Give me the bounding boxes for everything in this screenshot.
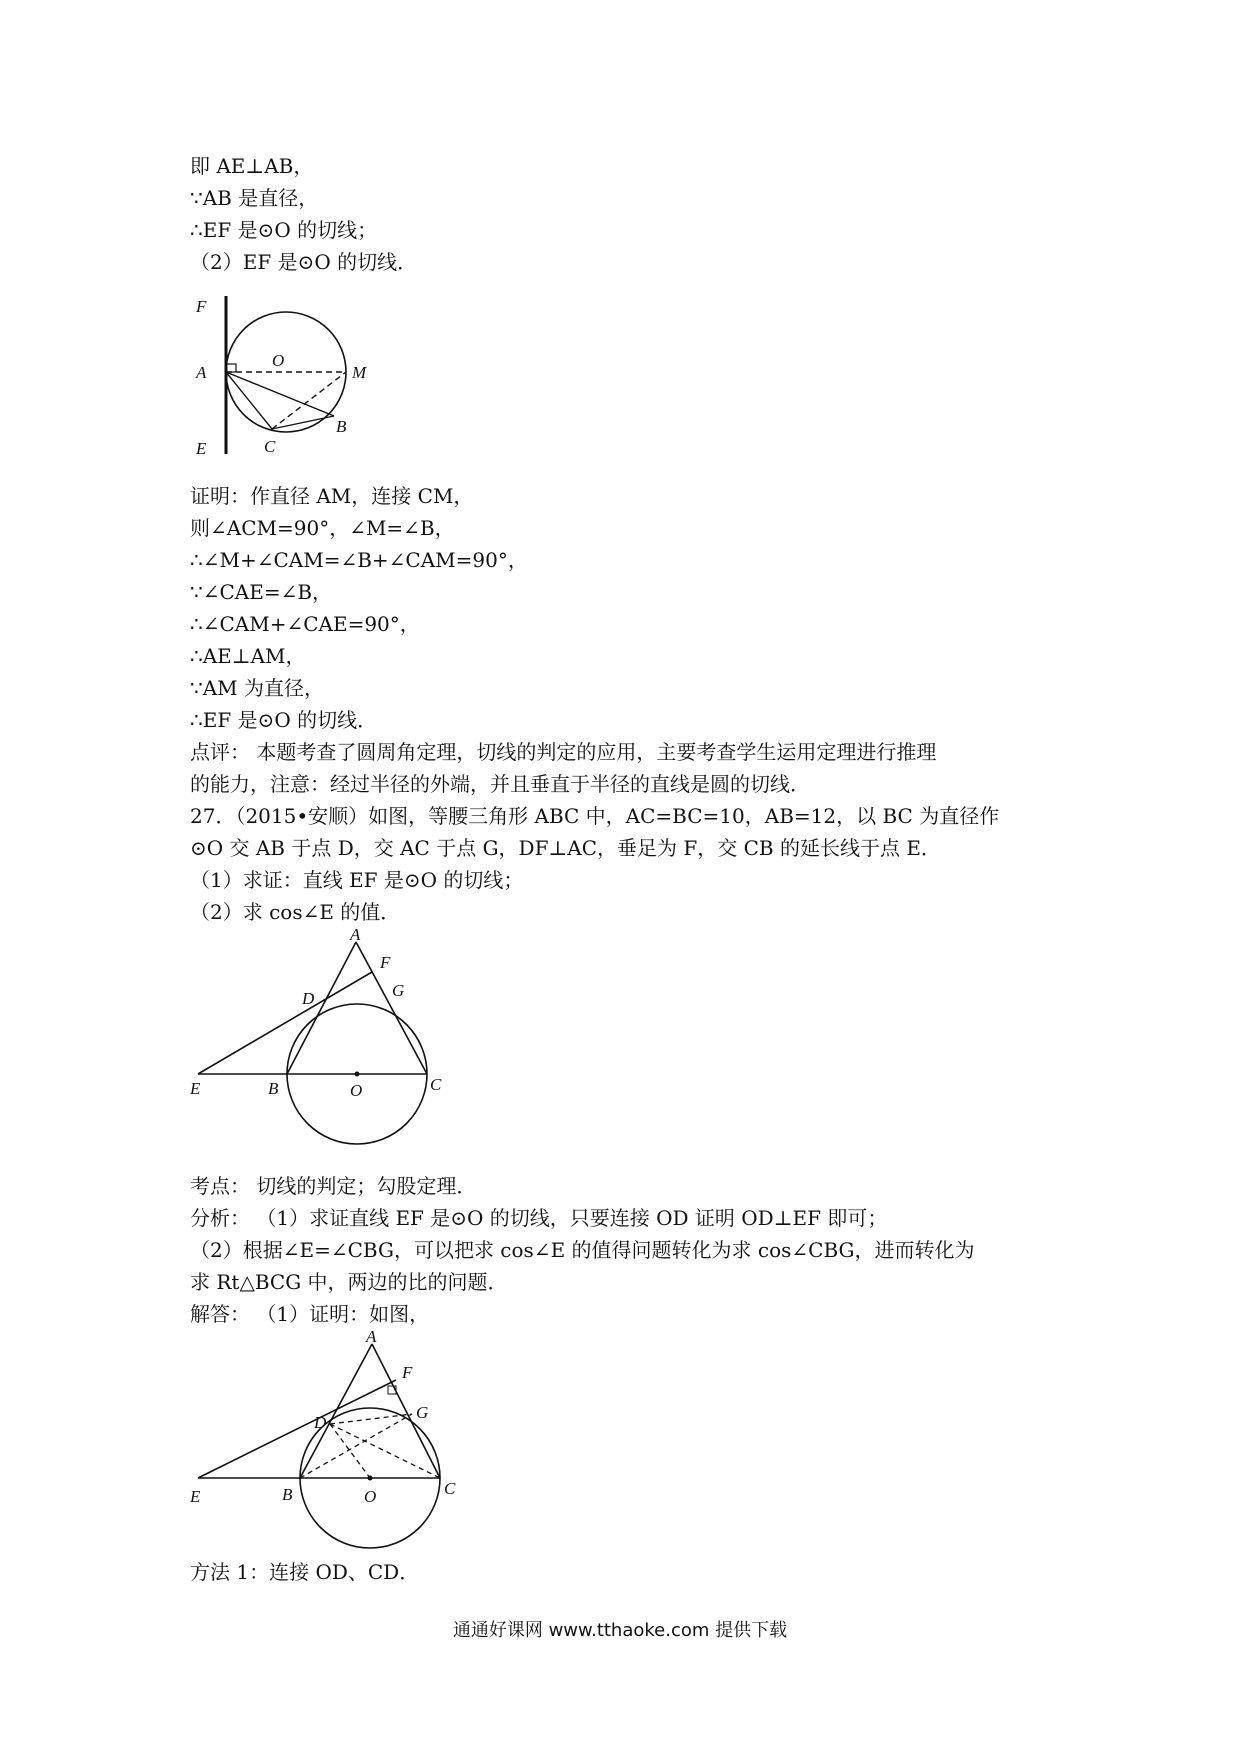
- figure-label: F: [402, 1363, 413, 1382]
- figure-label: M: [352, 363, 367, 382]
- figure-label: C: [430, 1075, 442, 1094]
- text-line: ⊙O 交 AB 于点 D，交 AC 于点 G，DF⊥AC，垂足为 F，交 CB 的延长线于点 E．: [190, 836, 941, 860]
- figure-label: G: [392, 981, 405, 1000]
- text-line: 求 Rt△BCG 中，两边的比的问题．: [190, 1270, 508, 1294]
- figure-tangent-circle: [190, 292, 390, 467]
- text-line: 则∠ACM=90°，∠M=∠B，: [190, 516, 455, 540]
- text-line: 的能力，注意：经过半径的外端，并且垂直于半径的直线是圆的切线．: [190, 772, 810, 796]
- text-line: ∴∠M+∠CAM=∠B+∠CAM=90°，: [190, 548, 528, 572]
- figure-label: A: [366, 1330, 377, 1346]
- text-line: 证明：作直径 AM，连接 CM，: [190, 484, 474, 508]
- text-line: ∵AB 是直径，: [190, 186, 319, 210]
- figure-triangle-circle-dashed: [190, 1330, 480, 1550]
- text-line: 即 AE⊥AB，: [190, 154, 314, 178]
- figure-label: F: [380, 953, 391, 972]
- text-line: ∴EF 是⊙O 的切线．: [190, 708, 378, 732]
- text-line: 分析： （1）求证直线 EF 是⊙O 的切线，只要连接 OD 证明 OD⊥EF 即可；: [190, 1206, 888, 1230]
- figure-label: G: [416, 1403, 429, 1422]
- figure-label: C: [264, 437, 276, 456]
- text-line: 考点： 切线的判定；勾股定理．: [190, 1174, 477, 1198]
- text-line: （2）求 cos∠E 的值．: [190, 900, 401, 924]
- text-line: ∴∠CAM+∠CAE=90°，: [190, 612, 420, 636]
- figure-triangle-circle: [190, 928, 470, 1163]
- figure-label: O: [364, 1487, 377, 1506]
- page-footer: 通通好课网 www.tthaoke.com 提供下载: [452, 1620, 788, 1641]
- figure-label: E: [190, 1487, 201, 1506]
- figure-label: A: [350, 928, 361, 944]
- figure-label: D: [302, 989, 315, 1008]
- text-line: （2）EF 是⊙O 的切线．: [190, 250, 418, 274]
- text-line: （1）求证：直线 EF 是⊙O 的切线；: [190, 868, 524, 892]
- text-line: 27．（2015•安顺）如图，等腰三角形 ABC 中，AC=BC=10，AB=12，以 BC 为直径作: [190, 804, 1000, 828]
- text-line: 解答： （1）证明：如图，: [190, 1302, 430, 1326]
- text-line: （2）根据∠E=∠CBG，可以把求 cos∠E 的值得问题转化为求 cos∠CBG，进而转化为: [190, 1238, 975, 1262]
- figure-label: O: [350, 1081, 363, 1100]
- figure-label: B: [336, 417, 347, 436]
- text-line: ∴AE⊥AM，: [190, 644, 306, 668]
- figure-label: E: [190, 1079, 201, 1098]
- figure-label: E: [196, 439, 207, 458]
- figure-label: B: [282, 1485, 293, 1504]
- text-line: 点评： 本题考查了圆周角定理，切线的判定的应用，主要考查学生运用定理进行推理: [190, 740, 937, 764]
- figure-label: B: [268, 1079, 279, 1098]
- text-line: ∵AM 为直径，: [190, 676, 325, 700]
- figure-label: C: [444, 1479, 456, 1498]
- text-line: 方法 1：连接 OD、CD．: [190, 1560, 420, 1584]
- figure-label: O: [272, 351, 285, 370]
- figure-label: F: [196, 297, 207, 316]
- text-line: ∵∠CAE=∠B，: [190, 580, 333, 604]
- figure-label: A: [196, 363, 207, 382]
- figure-label: D: [314, 1413, 327, 1432]
- text-line: ∴EF 是⊙O 的切线；: [190, 218, 378, 242]
